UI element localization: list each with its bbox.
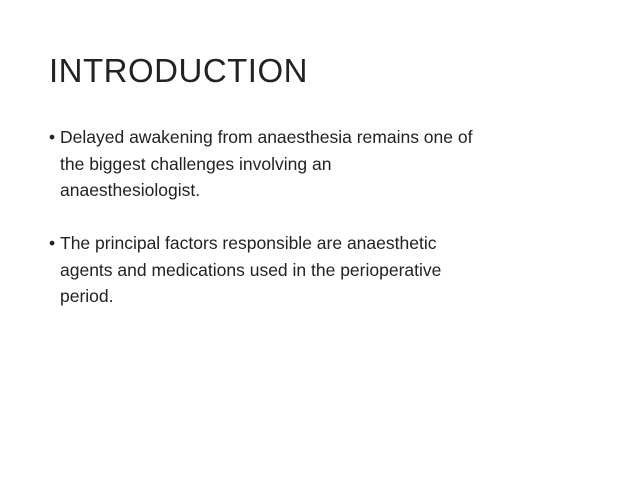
bullet-item-delayed-awakening: [49, 124, 609, 204]
slide-title: INTRODUCTION: [49, 52, 308, 89]
bullet-line: Delayed awakening from anaesthesia remains one of: [60, 127, 473, 147]
bullet-list: [49, 124, 609, 310]
bullet-item-principal-factors: [49, 230, 609, 310]
bullet-line: The principal factors responsible are anaesthetic: [60, 233, 437, 253]
bullet-line: anaesthesiologist.: [60, 180, 201, 200]
bullet-marker: •: [49, 233, 56, 253]
bullet-line: the biggest challenges involving an: [60, 153, 332, 174]
bullet-marker: •: [49, 127, 56, 147]
bullet-line: period.: [60, 286, 114, 306]
bullet-line: agents and medications used in the perioperative: [60, 259, 442, 280]
